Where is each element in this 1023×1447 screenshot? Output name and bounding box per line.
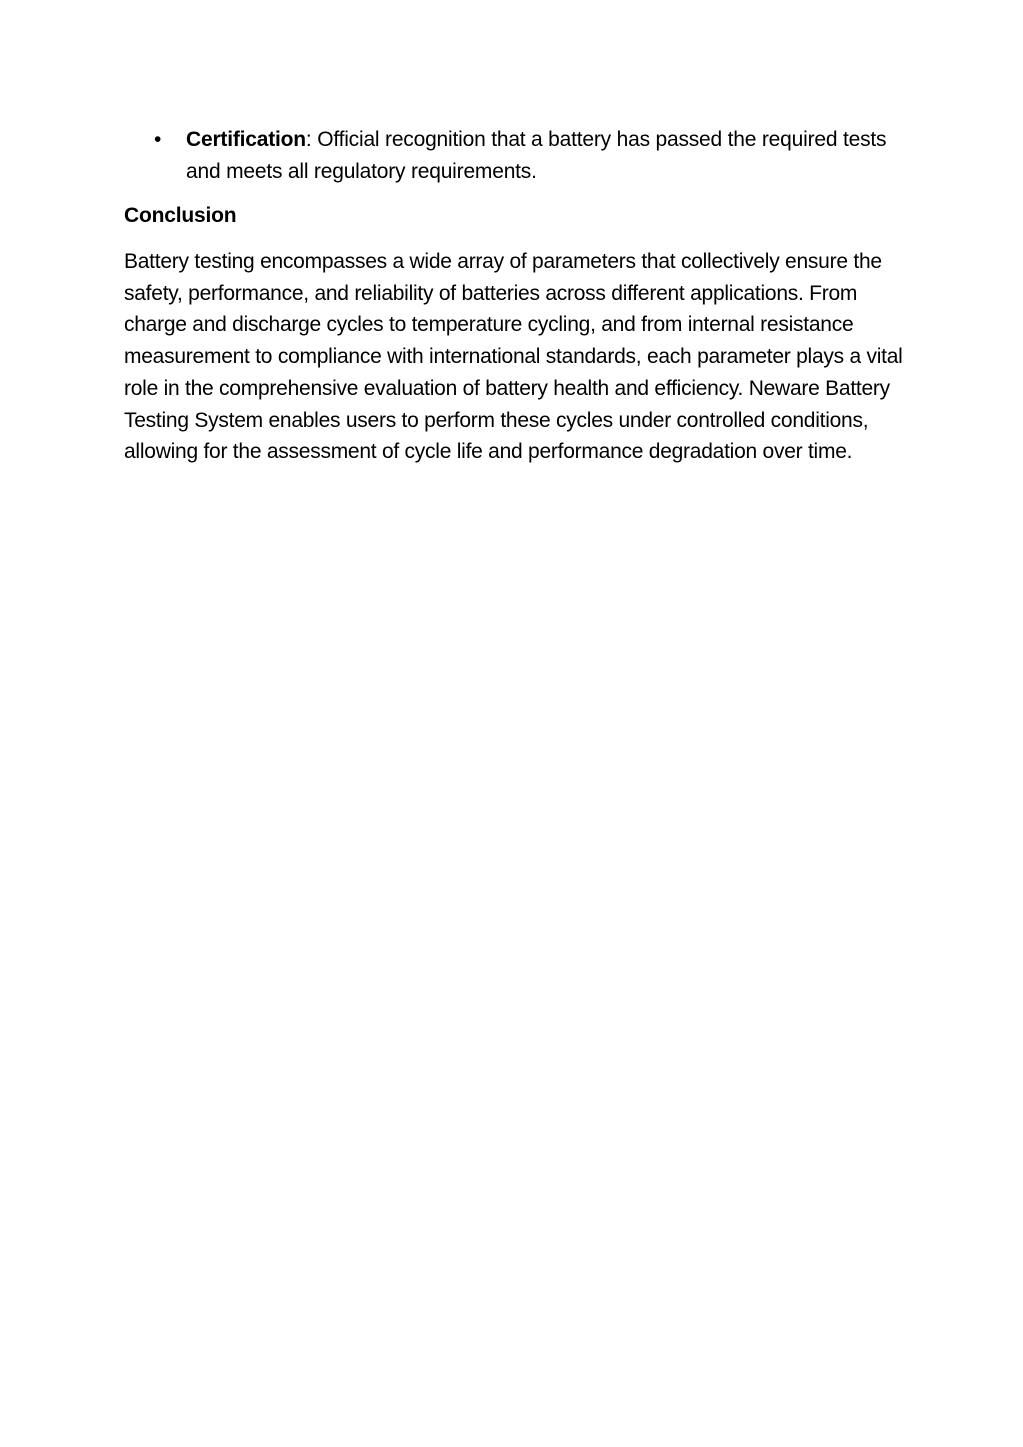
- bullet-icon: •: [154, 128, 162, 151]
- bullet-list: [124, 124, 899, 188]
- bullet-separator: :: [305, 128, 312, 151]
- bullet-term: Certification: [186, 128, 306, 151]
- bullet-text: Official recognition that a battery has passed the required tests and meets all regulatory requirements.: [186, 128, 887, 183]
- body-paragraph: Battery testing encompasses a wide array of parameters that collectively ensure the safety, performance, and reliability of batteries across different applications. From charge and discharge cycles to temperature cycling, and from internal resistance measurement to compliance with international standards, each parameter plays a vital role in the comprehensive evaluation of battery health and efficiency. Neware Battery Testing System enables users to perform these cycles under controlled conditions, allowing for the assessment of cycle life and performance degradation over time.: [124, 250, 903, 464]
- section-heading: Conclusion: [124, 204, 237, 227]
- list-item: [124, 124, 899, 188]
